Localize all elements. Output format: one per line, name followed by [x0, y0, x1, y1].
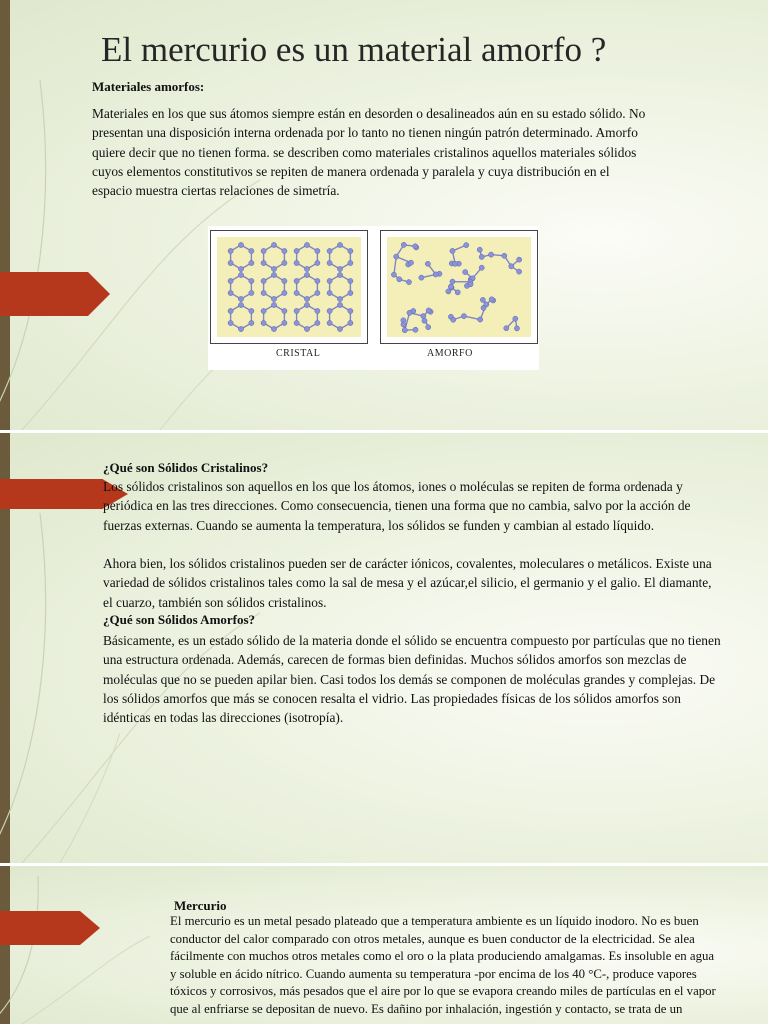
- atom: [261, 290, 266, 295]
- atom: [401, 322, 406, 327]
- atom: [228, 290, 233, 295]
- atom: [282, 248, 287, 253]
- atom: [304, 326, 309, 331]
- atom: [337, 272, 342, 277]
- section-heading: Materiales amorfos:: [92, 79, 205, 94]
- atom: [228, 260, 233, 265]
- crystal-vs-amorphous-figure: [208, 226, 539, 370]
- atom: [397, 277, 402, 282]
- left-accent-bar: [0, 866, 10, 1024]
- atom: [271, 266, 276, 271]
- atom: [421, 313, 426, 318]
- atom: [294, 260, 299, 265]
- atom: [327, 290, 332, 295]
- crystal-lattice-diagram: [211, 231, 367, 343]
- atom: [315, 308, 320, 313]
- atom: [425, 261, 430, 266]
- atom: [419, 275, 424, 280]
- atom: [408, 260, 413, 265]
- atom: [402, 328, 407, 333]
- structure-background: [217, 237, 361, 337]
- atom: [238, 266, 243, 271]
- atom: [304, 296, 309, 301]
- atom: [509, 264, 514, 269]
- atom: [261, 260, 266, 265]
- atom: [315, 278, 320, 283]
- atom: [480, 297, 485, 302]
- atom: [461, 314, 466, 319]
- atom: [337, 302, 342, 307]
- atom: [401, 242, 406, 247]
- atom: [448, 284, 453, 289]
- atom: [315, 248, 320, 253]
- atom: [468, 282, 473, 287]
- atom: [327, 308, 332, 313]
- red-arrow-marker: [0, 272, 110, 316]
- amorphous-structure-panel: [380, 230, 538, 344]
- atom: [282, 320, 287, 325]
- left-accent-bar: [0, 0, 10, 430]
- atom: [271, 242, 276, 247]
- slide-title: El mercurio es un material amorfo ?: [101, 30, 607, 69]
- paragraph-tipos-cristalinos: Ahora bien, los sólidos cristalinos pueden ser de carácter iónicos, covalentes, moleculares o metálicos. Existe una variedad de sólidos cristalinos tales como la sal de mesa y el azúcar,el silicio, el germanio y el galio. El diamante, el cuarzo, también son sólidos cristalinos.: [103, 556, 712, 610]
- atom: [422, 318, 427, 323]
- heading-mercurio: Mercurio: [174, 898, 227, 913]
- atom: [238, 272, 243, 277]
- atom: [249, 248, 254, 253]
- atom: [238, 296, 243, 301]
- atom: [304, 242, 309, 247]
- atom: [315, 320, 320, 325]
- atom: [294, 308, 299, 313]
- slide-materiales-amorfos: [0, 0, 768, 430]
- atom: [391, 272, 396, 277]
- atom: [238, 302, 243, 307]
- atom: [478, 317, 483, 322]
- atom: [261, 320, 266, 325]
- atom: [426, 308, 431, 313]
- atom: [238, 242, 243, 247]
- atom: [348, 260, 353, 265]
- atom: [504, 326, 509, 331]
- atom: [413, 327, 418, 332]
- atom: [394, 254, 399, 259]
- atom: [337, 242, 342, 247]
- structure-background: [387, 237, 531, 337]
- atom: [294, 248, 299, 253]
- atom: [304, 272, 309, 277]
- atom: [327, 260, 332, 265]
- atom: [294, 290, 299, 295]
- crystal-structure-panel: [210, 230, 368, 344]
- atom: [261, 248, 266, 253]
- atom: [337, 266, 342, 271]
- atom: [433, 272, 438, 277]
- paragraph-cristalinos: Los sólidos cristalinos son aquellos en los que los átomos, iones o moléculas se repiten de forma ordenada y periódica en las tres direcciones. Como consecuencia, tienen una forma que no cambia, salvo por la acción de fuerzas externas. Cuando se aumenta la temperatura, los sólidos se funden y cambian al estado líquido.: [103, 479, 691, 533]
- atom: [517, 257, 522, 262]
- atom: [348, 278, 353, 283]
- atom: [249, 308, 254, 313]
- atom: [228, 320, 233, 325]
- atom: [479, 254, 484, 259]
- atom: [249, 278, 254, 283]
- crystal-label: CRISTAL: [276, 348, 321, 359]
- atom: [514, 326, 519, 331]
- atom: [453, 261, 458, 266]
- slide-mercurio: [0, 866, 768, 1024]
- atom: [282, 290, 287, 295]
- atom: [249, 290, 254, 295]
- atom: [477, 247, 482, 252]
- atom: [261, 308, 266, 313]
- atom: [315, 260, 320, 265]
- atom: [337, 326, 342, 331]
- amorphous-label: AMORFO: [427, 348, 473, 359]
- atom: [348, 248, 353, 253]
- atom: [271, 326, 276, 331]
- atom: [489, 297, 494, 302]
- atom: [348, 308, 353, 313]
- atom: [249, 260, 254, 265]
- atom: [238, 326, 243, 331]
- atom: [463, 269, 468, 274]
- atom: [282, 308, 287, 313]
- atom: [282, 260, 287, 265]
- atom: [337, 296, 342, 301]
- atom: [282, 278, 287, 283]
- atom: [304, 266, 309, 271]
- atom: [327, 278, 332, 283]
- amorphous-network-diagram: [381, 231, 537, 343]
- atom: [479, 265, 484, 270]
- paragraph-amorfos: Básicamente, es un estado sólido de la materia donde el sólido se encuentra compuesto por partículas que no tienen una estructura ordenada. Además, carecen de formas bien definidas. Muchos sólidos amorfos son mezclas de moléculas que no se pueden apilar bien. Casi todos los demás se componen de moléculas grandes y complejas. De los sólidos amorfos que más se conocen resalta el vidrio. Las propiedades físicas de los sólidos amorfos son idénticas en todas las direcciones (isotropía).: [103, 633, 721, 726]
- red-arrow-marker: [0, 911, 100, 945]
- atom: [228, 278, 233, 283]
- atom: [348, 320, 353, 325]
- atom: [516, 269, 521, 274]
- atom: [455, 290, 460, 295]
- atom: [488, 252, 493, 257]
- atom: [446, 289, 451, 294]
- atom: [413, 244, 418, 249]
- heading-solidos-amorfos: ¿Qué son Sólidos Amorfos?: [103, 612, 256, 627]
- atom: [249, 320, 254, 325]
- atom: [271, 296, 276, 301]
- atom: [464, 243, 469, 248]
- atom: [451, 317, 456, 322]
- atom: [315, 290, 320, 295]
- slide-solidos: [0, 433, 768, 863]
- paragraph-mercurio: El mercurio es un metal pesado plateado que a temperatura ambiente es un líquido inodoro. No es buen conductor del calor comparado con otros metales, aunque es buen conductor de la electricidad. Se alea fácilmente con muchos otros metales como el oro o la plata produciendo amalgamas. Es insoluble en agua y soluble en ácido nítrico. Cuando aumenta su temperatura -por encima de los 40 °C-, produce vapores tóxicos y corrosivos, más pesados que el aire por lo que se evapora creando miles de partículas en el vapor que al enfriarse se depositan de nuevo. Es dañino por inhalación, ingestión y contacto, se trata de un: [170, 914, 716, 1016]
- atom: [327, 248, 332, 253]
- atom: [271, 272, 276, 277]
- atom: [450, 248, 455, 253]
- heading-solidos-cristalinos: ¿Qué son Sólidos Cristalinos?: [103, 460, 269, 475]
- atom: [228, 308, 233, 313]
- atom: [294, 320, 299, 325]
- atom: [228, 248, 233, 253]
- atom: [513, 316, 518, 321]
- atom: [407, 310, 412, 315]
- atom: [348, 290, 353, 295]
- definition-paragraph: Materiales en los que sus átomos siempre están en desorden o desalineados aún en su estado sólido. No presentan una disposición interna ordenada por lo tanto no tienen ningún patrón determinado. Amorfo quiere decir que no tienen forma. se describen como materiales cristalinos aquellos materiales sólidos cuyos elementos constitutivos se repiten de manera ordenada y paralela y cuya distribución en el espacio muestra ciertas relaciones de simetría.: [92, 106, 646, 199]
- atom: [406, 279, 411, 284]
- atom: [294, 278, 299, 283]
- atom: [450, 279, 455, 284]
- atom: [261, 278, 266, 283]
- atom: [426, 325, 431, 330]
- atom: [502, 253, 507, 258]
- atom: [327, 320, 332, 325]
- atom: [271, 302, 276, 307]
- atom: [304, 302, 309, 307]
- atom: [484, 302, 489, 307]
